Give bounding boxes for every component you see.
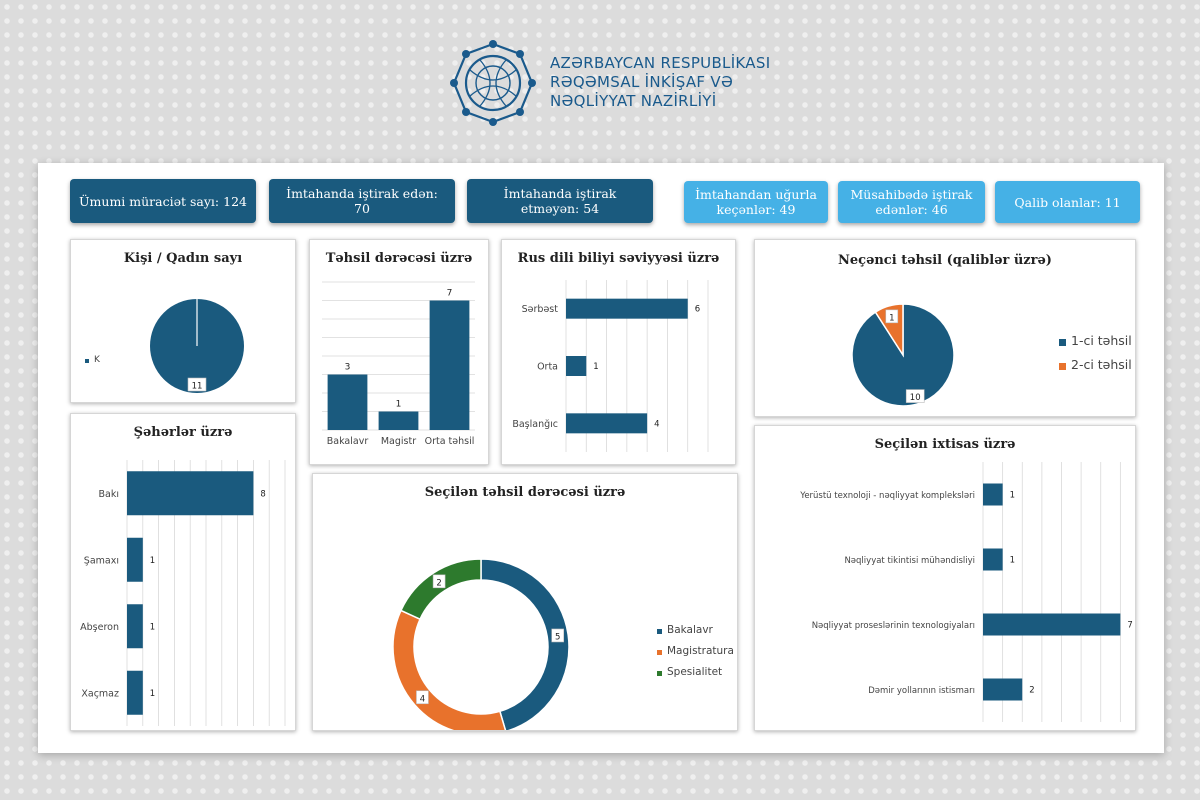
russian-bar-ba-lan-c: [566, 413, 647, 433]
cities-bar-xa-maz: [127, 671, 143, 715]
cities-data-label-xa-maz: 1: [149, 688, 156, 699]
specialty-category-label-yer-st-texnoloji-n-qliyyat-kompleksl-ri: Yerüstü texnoloji - nəqliyyat kompleksləri: [800, 491, 975, 501]
education-data-label-orta-t-hsil: 7: [446, 288, 453, 299]
gender-legend-k: K: [94, 355, 100, 365]
kpi-winners: Qalib olanlar: 11: [995, 181, 1140, 223]
selected-education-data-label-spesialitet: 2: [436, 578, 442, 589]
card-cities: [70, 413, 296, 731]
education-category-label-bakalavr: Bakalavr: [326, 436, 369, 447]
cities-data-label-bak: 8: [260, 489, 266, 500]
header: [0, 0, 1200, 160]
cities-chart-title: Şəhərlər üzrə: [133, 425, 233, 440]
specialty-bar-n-qliyyat-tikintisi-m-h-ndisliyi: [983, 549, 1003, 571]
which-education-chart-title: Neçənci təhsil (qaliblər üzrə): [838, 253, 1052, 268]
dashboard-panel: [38, 163, 1164, 753]
gender-legend-swatch-k: [85, 359, 89, 363]
which-education-data-label-1-ci-t-hsil: 10: [909, 393, 921, 404]
specialty-bar-yer-st-texnoloji-n-qliyyat-kompleksl-ri: [983, 484, 1003, 506]
which-education-legend-2-ci-t-hsil: 2-ci təhsil: [1071, 357, 1132, 372]
cities-category-label-xa-maz: Xaçmaz: [81, 688, 119, 700]
ministry-logo-icon: [450, 40, 536, 126]
specialty-data-label-n-qliyyat-prosesl-rinin-texnologiyalar: 7: [1127, 620, 1133, 631]
specialty-category-label-d-mir-yollar-n-n-istismar: Dəmir yollarının istismarı: [868, 686, 975, 696]
card-which-education: [754, 239, 1136, 417]
specialty-data-label-n-qliyyat-tikintisi-m-h-ndisliyi: 1: [1009, 555, 1016, 566]
kpi-passed-exam: İmtahandan uğurla keçənlər: 49: [684, 181, 828, 223]
cities-category-label-bak: Bakı: [98, 488, 119, 500]
russian-chart-title: Rus dili biliyi səviyyəsi üzrə: [517, 251, 720, 266]
card-gender: [70, 239, 296, 403]
cities-category-label-amax: Şamaxı: [83, 555, 119, 567]
education-category-label-orta-t-hsil: Orta təhsil: [424, 436, 475, 447]
selected-education-data-label-bakalavr: 5: [555, 632, 561, 643]
cities-bar-ab-eron: [127, 604, 143, 648]
russian-bar-orta: [566, 356, 586, 376]
org-name-line2: RƏQƏMSAL İNKİŞAF VƏ: [550, 73, 734, 91]
education-data-label-magistr: 1: [395, 399, 402, 410]
card-specialty: [754, 425, 1136, 731]
kpi-interview-participants: Müsahibədə iştirak edənlər: 46: [838, 181, 985, 223]
cities-data-label-amax: 1: [149, 555, 156, 566]
gender-pie-chart: [71, 262, 295, 402]
kpi-exam-participants: İmtahanda iştirak edən: 70: [269, 179, 455, 223]
org-name-line3: NƏQLİYYAT NAZİRLİYİ: [550, 92, 717, 110]
selected-education-legend-spesialitet: Spesialitet: [667, 666, 723, 678]
card-education: [309, 239, 489, 465]
gender-data-label-k: 11: [191, 381, 203, 392]
specialty-category-label-n-qliyyat-tikintisi-m-h-ndisliyi: Nəqliyyat tikintisi mühəndisliyi: [844, 556, 975, 566]
ministry-name: [550, 54, 770, 111]
russian-bar-chart: [502, 268, 735, 464]
which-education-pie-chart: [755, 266, 1135, 416]
card-russian: [501, 239, 736, 465]
org-name-line1: AZƏRBAYCAN RESPUBLİKASI: [550, 54, 771, 72]
specialty-bar-chart: [755, 454, 1135, 730]
gender-chart-title: Kişi / Qadın sayı: [123, 251, 243, 266]
selected-education-legend-swatch-spesialitet: [657, 671, 662, 676]
specialty-category-label-n-qliyyat-prosesl-rinin-texnologiyalar: Nəqliyyat proseslərinin texnologiyaları: [811, 621, 975, 631]
kpi-exam-absent: İmtahanda iştirak etməyən: 54: [467, 179, 653, 223]
education-bar-orta-t-hsil: [430, 301, 470, 431]
specialty-data-label-yer-st-texnoloji-n-qliyyat-kompleksl-ri: 1: [1009, 490, 1016, 501]
which-education-legend-swatch-2-ci-t-hsil: [1059, 363, 1066, 370]
card-selected-education: [312, 473, 738, 731]
education-bar-chart: [310, 268, 488, 464]
russian-category-label-ba-lan-c: Başlanğıc: [512, 418, 558, 430]
specialty-data-label-d-mir-yollar-n-n-istismar: 2: [1029, 685, 1035, 696]
selected-education-slice-spesialitet: [401, 559, 481, 619]
kpi-total-applications: Ümumi müraciət sayı: 124: [70, 179, 256, 223]
selected-education-slice-bakalavr: [481, 559, 569, 730]
which-education-data-label-2-ci-t-hsil: 1: [889, 313, 895, 324]
selected-education-legend-magistratura: Magistratura: [667, 645, 734, 657]
education-category-label-magistr: Magistr: [380, 436, 417, 447]
education-data-label-bakalavr: 3: [344, 362, 351, 373]
selected-education-legend-bakalavr: Bakalavr: [667, 624, 713, 636]
cities-bar-chart: [71, 440, 295, 730]
specialty-bar-d-mir-yollar-n-n-istismar: [983, 679, 1022, 701]
cities-data-label-ab-eron: 1: [149, 622, 156, 633]
russian-bar-s-rb-st: [566, 299, 688, 319]
selected-education-legend-swatch-bakalavr: [657, 629, 662, 634]
education-bar-bakalavr: [328, 375, 368, 431]
specialty-bar-n-qliyyat-prosesl-rinin-texnologiyalar: [983, 614, 1120, 636]
cities-category-label-ab-eron: Abşeron: [80, 621, 119, 633]
selected-education-chart-title: Seçilən təhsil dərəcəsi üzrə: [424, 485, 626, 500]
education-bar-magistr: [379, 412, 419, 431]
selected-education-donut-chart: [313, 500, 737, 730]
selected-education-slice-magistratura: [393, 610, 506, 730]
selected-education-data-label-magistratura: 4: [419, 694, 426, 705]
russian-category-label-orta: Orta: [537, 361, 558, 373]
russian-data-label-ba-lan-c: 4: [654, 419, 660, 430]
cities-bar-bak: [127, 471, 253, 515]
russian-category-label-s-rb-st: Sərbəst: [521, 304, 558, 316]
specialty-chart-title: Seçilən ixtisas üzrə: [874, 437, 1016, 452]
cities-bar-amax: [127, 538, 143, 582]
selected-education-legend-swatch-magistratura: [657, 650, 662, 655]
russian-data-label-s-rb-st: 6: [694, 304, 701, 315]
which-education-legend-swatch-1-ci-t-hsil: [1059, 339, 1066, 346]
russian-data-label-orta: 1: [593, 362, 599, 372]
education-chart-title: Təhsil dərəcəsi üzrə: [325, 251, 473, 266]
which-education-legend-1-ci-t-hsil: 1-ci təhsil: [1071, 333, 1132, 348]
